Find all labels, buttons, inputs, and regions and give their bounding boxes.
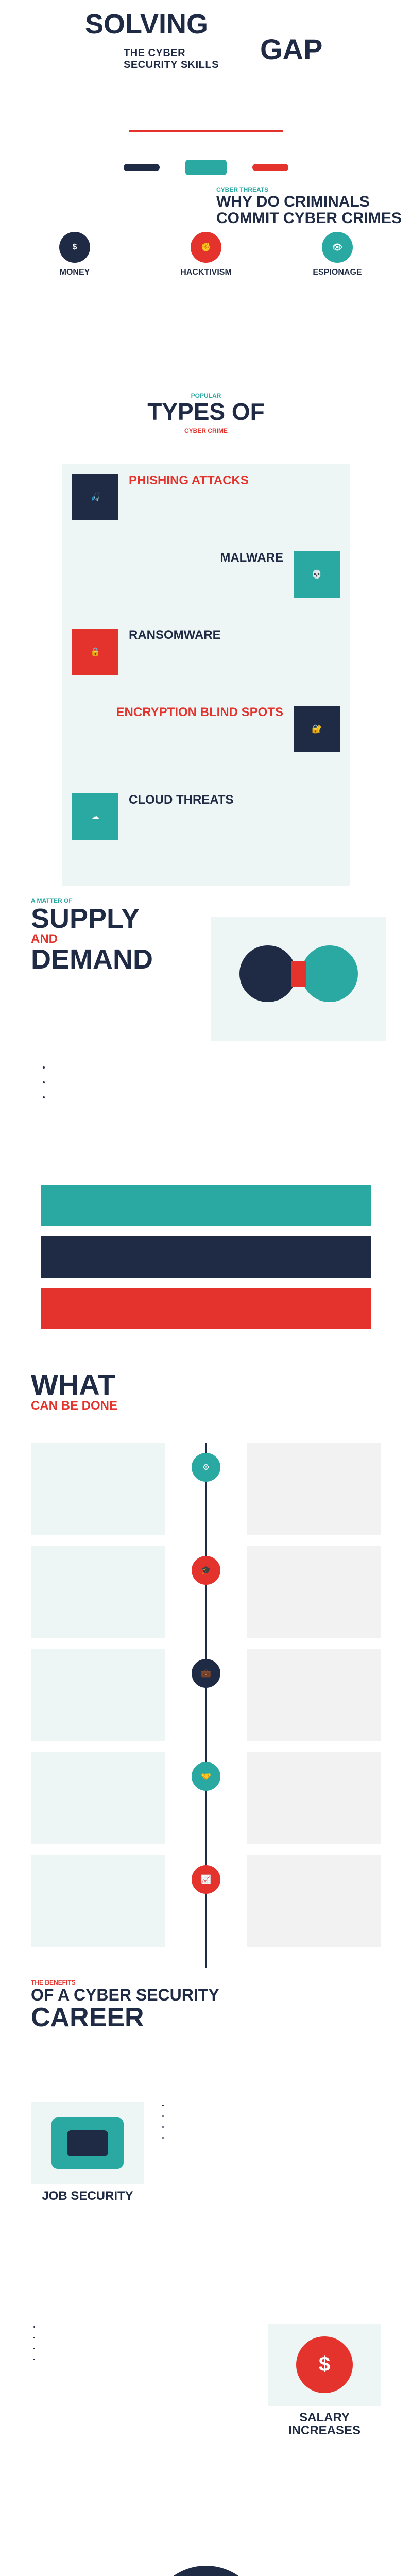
what-section — [0, 1370, 412, 1978]
report-right — [278, 2566, 381, 2576]
supply-title-1: SUPPLY — [31, 903, 140, 935]
popular-item-ransomware-title: RANSOMWARE — [129, 628, 221, 642]
header-divider — [129, 130, 283, 132]
job-security-illustration — [31, 2102, 144, 2184]
header-subtitle-line2: SECURITY SKILLS — [124, 59, 219, 71]
supply-box-3 — [41, 1288, 371, 1329]
header-spacer — [0, 77, 412, 93]
what-icon-5: 📈 — [192, 1865, 220, 1894]
cloud-icon: ☁ — [72, 793, 118, 840]
thief-illustration — [124, 155, 288, 179]
popular-kicker: POPULAR — [191, 392, 221, 399]
what-right-item — [247, 1546, 381, 1638]
supply-box-1 — [41, 1185, 371, 1226]
what-left-item — [31, 1752, 165, 1844]
popular-item-phishing — [72, 474, 340, 536]
what-left — [31, 1443, 165, 1968]
salary-graphic — [268, 2324, 381, 2406]
supply-bullet — [50, 1061, 371, 1073]
what-center-line — [180, 1443, 232, 1968]
supply-kicker: A MATTER OF — [31, 897, 73, 904]
popular-list — [62, 464, 350, 886]
supply-bullet — [50, 1076, 371, 1088]
popular-item-cloud — [72, 793, 340, 866]
supply-boxes — [41, 1185, 371, 1350]
why-money-title: MONEY — [59, 268, 90, 277]
why-hacktivism-title: HACKTIVISM — [180, 268, 232, 277]
popular-subtitle: CYBER CRIME — [184, 427, 228, 435]
popular-item-encryption — [72, 706, 340, 778]
report-wrap — [31, 2566, 381, 2576]
supply-title-2: AND — [31, 932, 58, 946]
why-column-hacktivism — [147, 232, 265, 361]
svg-text:$: $ — [318, 2353, 331, 2376]
hacktivism-icon: ✊ — [191, 232, 221, 263]
phishing-icon: 🎣 — [72, 474, 118, 520]
what-left-item — [31, 1855, 165, 1947]
header-section — [0, 0, 412, 185]
supply-section — [0, 896, 412, 1370]
what-icon-4: 🤝 — [192, 1762, 220, 1791]
what-right-item — [247, 1855, 381, 1947]
job-security-point — [169, 2113, 381, 2121]
popular-section — [0, 392, 412, 896]
what-title-2: CAN BE DONE — [31, 1399, 118, 1413]
report-left — [31, 2566, 124, 2576]
job-security-points — [160, 2102, 381, 2145]
salary-illustration — [268, 2324, 381, 2406]
salary-point — [40, 2334, 252, 2342]
supply-illustration — [211, 917, 386, 1041]
benefits-section — [0, 1978, 412, 2566]
encryption-icon: 🔐 — [294, 706, 340, 752]
what-heading — [31, 1370, 206, 1432]
benefits-title-2: CAREER — [31, 2002, 144, 2032]
header-subtitle-line1: THE CYBER — [124, 47, 186, 59]
supply-bullet — [50, 1091, 371, 1103]
popular-heading — [0, 392, 412, 453]
supply-box-2 — [41, 1236, 371, 1278]
benefits-kicker: THE BENEFITS — [31, 1979, 76, 1986]
header-title-line2: GAP — [260, 33, 323, 65]
popular-item-ransomware — [72, 629, 340, 690]
salary-list — [31, 2324, 252, 2363]
popular-item-malware-title: MALWARE — [220, 551, 283, 565]
salary-point — [40, 2324, 252, 2331]
what-icon-2: 🎓 — [192, 1556, 220, 1585]
what-left-item — [31, 1546, 165, 1638]
header-title-line1: SOLVING — [85, 9, 209, 40]
what-icon-3: 💼 — [192, 1659, 220, 1688]
job-security-point — [169, 2124, 381, 2131]
what-left-item — [31, 1443, 165, 1535]
popular-title: TYPES OF — [147, 398, 265, 426]
what-columns — [0, 1443, 412, 1968]
benefits-title-1: OF A CYBER SECURITY — [31, 1986, 219, 2005]
job-security-point — [169, 2134, 381, 2142]
supply-bullet-list — [41, 1061, 371, 1104]
header-subtitle — [124, 47, 299, 71]
why-columns — [15, 232, 397, 361]
salary-block — [31, 2324, 381, 2545]
salary-points — [31, 2324, 252, 2366]
supply-demand-illustration — [211, 917, 386, 1041]
header-hero-illustration — [124, 155, 288, 179]
why-column-espionage — [278, 232, 397, 361]
why-espionage-title: ESPIONAGE — [313, 268, 362, 277]
supply-bullets — [41, 1061, 371, 1107]
job-security-point — [169, 2102, 381, 2110]
malware-icon: 💀 — [294, 551, 340, 598]
what-title-1: WHAT — [31, 1368, 115, 1401]
salary-point — [40, 2356, 252, 2364]
supply-title-3: DEMAND — [31, 944, 153, 975]
ransomware-icon: 🔒 — [72, 629, 118, 675]
what-icon-1: ⚙ — [192, 1453, 220, 1482]
job-security-graphic — [31, 2102, 144, 2184]
why-section — [0, 185, 412, 392]
job-security-label: JOB SECURITY — [42, 2189, 133, 2203]
money-icon: $ — [59, 232, 90, 263]
header-intro — [72, 95, 340, 105]
why-column-money — [15, 232, 134, 361]
job-security-block — [31, 2102, 381, 2318]
benefits-heading — [31, 1978, 381, 2087]
popular-item-cloud-title: CLOUD THREATS — [129, 793, 234, 807]
report-center-circle — [149, 2566, 263, 2576]
why-kicker: CYBER THREATS — [216, 186, 269, 193]
espionage-icon: 👁 — [322, 232, 353, 263]
supply-heading — [31, 896, 185, 999]
popular-item-phishing-title: PHISHING ATTACKS — [129, 473, 249, 487]
what-left-item — [31, 1649, 165, 1741]
what-right-item — [247, 1752, 381, 1844]
salary-label: SALARY INCREASES — [288, 2411, 361, 2438]
report-section — [0, 2566, 412, 2576]
popular-item-encryption-title: ENCRYPTION BLIND SPOTS — [116, 705, 283, 719]
why-title: WHY DO CRIMINALS COMMIT CYBER CRIMES — [216, 193, 402, 227]
job-security-list — [160, 2102, 381, 2142]
salary-point — [40, 2345, 252, 2353]
what-right-item — [247, 1649, 381, 1741]
popular-item-malware — [72, 551, 340, 613]
what-right — [247, 1443, 381, 1968]
what-right-item — [247, 1443, 381, 1535]
